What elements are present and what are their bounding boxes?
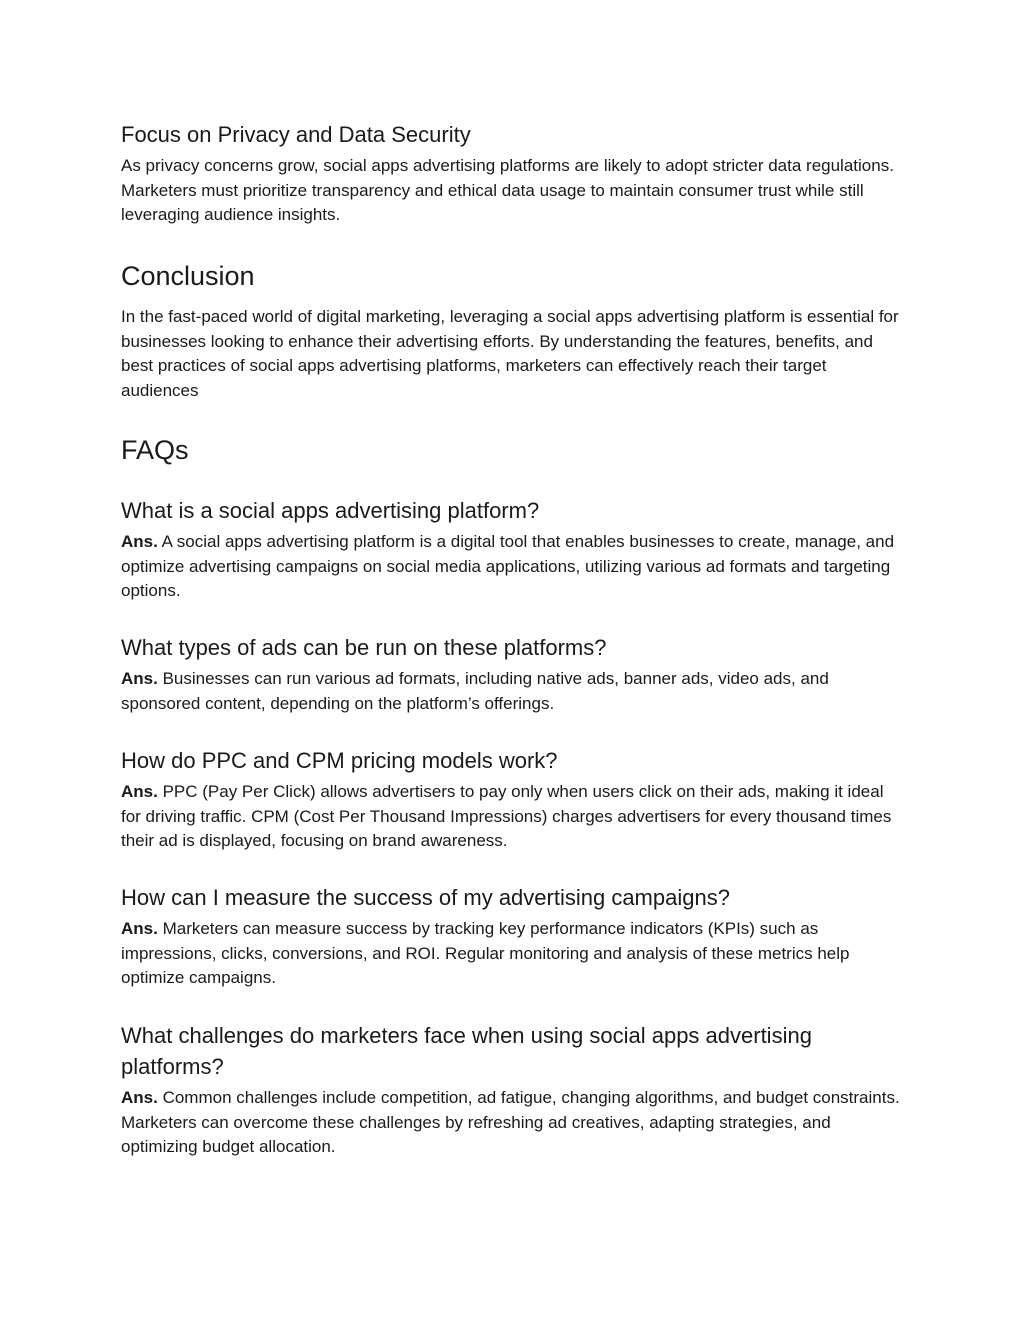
faq-answer	[121, 1086, 907, 1160]
faq-item	[121, 1020, 907, 1160]
ans-label: Ans.	[121, 919, 158, 938]
conclusion-heading: Conclusion	[121, 261, 255, 291]
privacy-section	[121, 119, 907, 228]
faq-item	[121, 632, 907, 716]
faq-answer-text: PPC (Pay Per Click) allows advertisers to pay only when users click on their ads, making it ideal for driving traffic. CPM (Cost Per Thousand Impressions) charges advertisers for every thousand times their ad is displayed, focusing on brand awareness.	[121, 782, 892, 850]
faq-item	[121, 745, 907, 854]
ans-label: Ans.	[121, 532, 158, 551]
faqs-heading: FAQs	[121, 435, 189, 465]
conclusion-body: In the fast-paced world of digital marketing, leveraging a social apps advertising platform is essential for businesses looking to enhance their advertising efforts. By understanding the features, benefits, and best practices of social apps advertising platforms, marketers can effectively reach their target audiences	[121, 307, 899, 400]
ans-label: Ans.	[121, 782, 158, 801]
faq-question: What is a social apps advertising platform?	[121, 498, 540, 523]
faq-answer	[121, 917, 907, 991]
faq-question: How do PPC and CPM pricing models work?	[121, 748, 558, 773]
ans-label: Ans.	[121, 1088, 158, 1107]
conclusion-section	[121, 259, 907, 403]
faq-answer-text: A social apps advertising platform is a digital tool that enables businesses to create, manage, and optimize advertising campaigns on social media applications, utilizing various ad formats and targeting options.	[121, 532, 895, 600]
faq-answer	[121, 780, 907, 854]
faq-answer-text: Businesses can run various ad formats, including native ads, banner ads, video ads, and sponsored content, depending on the platform’s offerings.	[121, 669, 829, 713]
faq-item	[121, 882, 907, 991]
faq-item	[121, 495, 907, 604]
faqs-section	[121, 433, 907, 467]
faq-question: What types of ads can be run on these platforms?	[121, 635, 607, 660]
faq-answer-text: Common challenges include competition, ad fatigue, changing algorithms, and budget constraints. Marketers can overcome these challenges by refreshing ad creatives, adapting strategies, and optimizing budget allocation.	[121, 1088, 900, 1156]
faq-question: How can I measure the success of my advertising campaigns?	[121, 885, 730, 910]
privacy-heading: Focus on Privacy and Data Security	[121, 122, 471, 147]
faq-answer	[121, 530, 907, 604]
faq-answer-text: Marketers can measure success by tracking key performance indicators (KPIs) such as impressions, clicks, conversions, and ROI. Regular monitoring and analysis of these metrics help optimize campaigns.	[121, 919, 850, 987]
faq-answer	[121, 667, 907, 716]
ans-label: Ans.	[121, 669, 158, 688]
privacy-body: As privacy concerns grow, social apps advertising platforms are likely to adopt stricter data regulations. Marketers must prioritize transparency and ethical data usage to maintain consumer trust while still leveraging audience insights.	[121, 156, 894, 224]
faq-question: What challenges do marketers face when using social apps advertising platforms?	[121, 1023, 812, 1079]
